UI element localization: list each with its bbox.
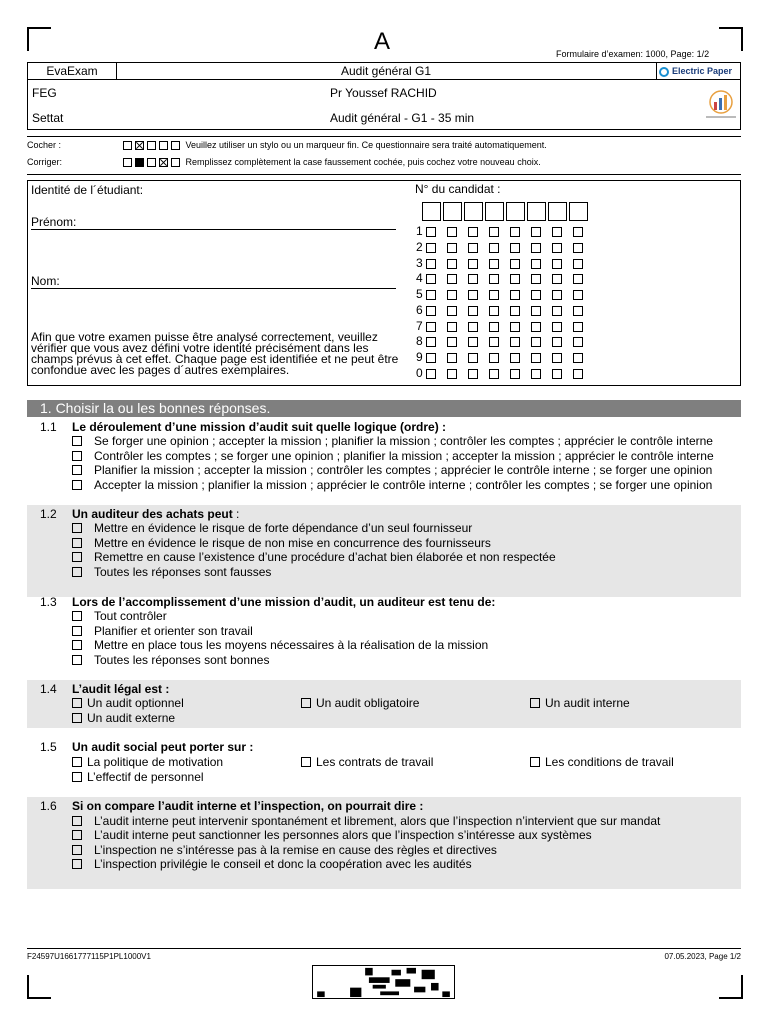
digit-label: 1 — [416, 224, 423, 238]
nom-label: Nom: — [31, 274, 60, 288]
digit-row — [416, 303, 594, 317]
digit-checkbox[interactable] — [426, 369, 436, 379]
answer-checkbox[interactable] — [72, 465, 82, 475]
answer-checkbox[interactable] — [72, 436, 82, 446]
digit-checkbox[interactable] — [510, 369, 520, 379]
answer-option[interactable]: Toutes les réponses sont bonnes — [72, 653, 269, 667]
digit-checkbox[interactable] — [489, 274, 499, 284]
answer-option[interactable]: L’audit interne peut sanctionner les personnes alors que l’inspection s’intéresse aux systèmes — [72, 828, 592, 842]
digit-label: 7 — [416, 319, 423, 333]
university-logo-icon — [700, 86, 742, 122]
exam-title: Audit général G1 — [116, 63, 657, 79]
example-empty-box — [123, 158, 132, 167]
digit-row — [416, 319, 594, 333]
digit-checkbox[interactable] — [510, 322, 520, 332]
answer-option[interactable]: L’effectif de personnel — [72, 770, 204, 784]
answer-option[interactable]: Toutes les réponses sont fausses — [72, 565, 271, 579]
digit-label: 9 — [416, 350, 423, 364]
digit-checkbox[interactable] — [489, 290, 499, 300]
digit-checkbox[interactable] — [552, 306, 562, 316]
candidate-digit-cell[interactable] — [569, 202, 588, 221]
digit-checkbox[interactable] — [573, 322, 583, 332]
digit-checkbox[interactable] — [447, 306, 457, 316]
professor: Pr Youssef RACHID — [330, 86, 437, 100]
question-text: Si on compare l’audit interne et l’inspection, on pourrait dire : — [72, 799, 424, 813]
cocher-text: Veuillez utiliser un stylo ou un marqueur fin. Ce questionnaire sera traité automatiquement. — [185, 140, 547, 150]
digit-checkbox[interactable] — [468, 259, 478, 269]
digit-checkbox[interactable] — [468, 274, 478, 284]
app-name: EvaExam — [28, 63, 117, 79]
digit-checkbox[interactable] — [531, 227, 541, 237]
answer-checkbox[interactable] — [72, 830, 82, 840]
answer-option[interactable]: Contrôler les comptes ; se forger une opinion ; planifier la mission ; accepter la mission ; apprécier le contrôle interne — [72, 449, 714, 463]
digit-checkbox[interactable] — [468, 306, 478, 316]
example-empty-box — [147, 141, 156, 150]
candidate-label: N° du candidat : — [415, 182, 501, 196]
example-crossed-box — [135, 141, 144, 150]
corner-mark-top-right — [719, 27, 743, 51]
answer-option[interactable]: Accepter la mission ; planifier la mission ; apprécier le contrôle interne ; contrôler les comptes ; se forger une opinion — [72, 478, 712, 492]
digit-checkbox[interactable] — [489, 259, 499, 269]
answer-option[interactable]: Tout contrôler — [72, 609, 167, 623]
answer-checkbox[interactable] — [72, 772, 82, 782]
digit-checkbox[interactable] — [510, 259, 520, 269]
answer-option[interactable]: L’audit interne peut intervenir spontanément et librement, alors que l’inspection n’intervient que sur mandat — [72, 814, 660, 828]
identity-box — [27, 180, 741, 386]
answer-option[interactable]: Remettre en cause l’existence d’une procédure d’achat bien élaborée et non respectée — [72, 550, 556, 564]
digit-checkbox[interactable] — [468, 290, 478, 300]
answer-checkbox[interactable] — [72, 523, 82, 533]
digit-checkbox[interactable] — [489, 322, 499, 332]
digit-checkbox[interactable] — [552, 259, 562, 269]
digit-checkbox[interactable] — [510, 290, 520, 300]
digit-label: 5 — [416, 287, 423, 301]
question-number: 1.6 — [40, 799, 57, 813]
electric-paper-logo: Electric Paper — [659, 64, 737, 78]
document-id: F24597U1661777115P1PL1000V1 — [27, 952, 151, 961]
answer-checkbox[interactable] — [72, 859, 82, 869]
answer-option[interactable]: Les contrats de travail — [301, 755, 433, 769]
digit-checkbox[interactable] — [426, 274, 436, 284]
answer-option[interactable]: L’inspection ne s’intéresse pas à la remise en cause des règles et directives — [72, 843, 497, 857]
answer-option[interactable]: Mettre en évidence le risque de non mise en concurrence des fournisseurs — [72, 536, 491, 550]
digit-checkbox[interactable] — [552, 337, 562, 347]
answer-checkbox[interactable] — [72, 611, 82, 621]
answer-checkbox[interactable] — [72, 845, 82, 855]
digit-checkbox[interactable] — [489, 306, 499, 316]
question-1-2 — [27, 505, 741, 597]
example-empty-box — [171, 141, 180, 150]
question-text: Un auditeur des achats peut : — [72, 507, 240, 521]
footer-divider — [27, 948, 741, 949]
digit-checkbox[interactable] — [531, 353, 541, 363]
digit-checkbox[interactable] — [552, 369, 562, 379]
form-number: Formulaire d’examen: 1000, Page: 1/2 — [556, 49, 710, 59]
candidate-digit-cell[interactable] — [443, 202, 462, 221]
digit-checkbox[interactable] — [489, 227, 499, 237]
answer-checkbox[interactable] — [530, 757, 540, 767]
digit-row — [416, 240, 594, 254]
answer-checkbox[interactable] — [72, 655, 82, 665]
candidate-digit-cell[interactable] — [527, 202, 546, 221]
answer-option[interactable]: Mettre en place tous les moyens nécessaires à la réalisation de la mission — [72, 638, 488, 652]
question-number: 1.3 — [40, 595, 57, 609]
digit-checkbox[interactable] — [426, 337, 436, 347]
digit-checkbox[interactable] — [573, 369, 583, 379]
section-title: 1. Choisir la ou les bonnes réponses. — [27, 400, 741, 417]
question-number: 1.1 — [40, 420, 57, 434]
digit-row — [416, 334, 594, 348]
answer-checkbox[interactable] — [301, 698, 311, 708]
digit-checkbox[interactable] — [426, 322, 436, 332]
digit-checkbox[interactable] — [552, 243, 562, 253]
corriger-label: Corriger: — [27, 157, 63, 167]
digit-checkbox[interactable] — [531, 306, 541, 316]
example-empty-box — [123, 141, 132, 150]
header-row — [27, 62, 741, 80]
digit-checkbox[interactable] — [510, 353, 520, 363]
example-empty-box — [147, 158, 156, 167]
digit-checkbox[interactable] — [426, 227, 436, 237]
course-info-box — [27, 80, 741, 130]
answer-option[interactable]: Planifier et orienter son travail — [72, 624, 253, 638]
digit-checkbox[interactable] — [468, 337, 478, 347]
answer-checkbox[interactable] — [72, 538, 82, 548]
digit-checkbox[interactable] — [552, 227, 562, 237]
answer-checkbox[interactable] — [72, 567, 82, 577]
digit-checkbox[interactable] — [510, 306, 520, 316]
answer-checkbox[interactable] — [530, 698, 540, 708]
question-text: Un audit social peut porter sur : — [72, 740, 254, 754]
digit-checkbox[interactable] — [510, 337, 520, 347]
question-text: L’audit légal est : — [72, 682, 170, 696]
prenom-field[interactable] — [31, 229, 396, 230]
question-1-5 — [27, 738, 741, 786]
answer-checkbox[interactable] — [72, 626, 82, 636]
digit-checkbox[interactable] — [573, 353, 583, 363]
digit-checkbox[interactable] — [447, 337, 457, 347]
digit-checkbox[interactable] — [531, 274, 541, 284]
digit-checkbox[interactable] — [531, 369, 541, 379]
digit-checkbox[interactable] — [426, 243, 436, 253]
digit-checkbox[interactable] — [510, 274, 520, 284]
digit-checkbox[interactable] — [426, 306, 436, 316]
corriger-text: Remplissez complètement la case faussement cochée, puis cochez votre nouveau choix. — [185, 157, 541, 167]
answer-checkbox[interactable] — [72, 451, 82, 461]
candidate-digit-cell[interactable] — [422, 202, 441, 221]
digit-row — [416, 287, 594, 301]
cocher-instruction — [27, 140, 741, 154]
digit-checkbox[interactable] — [552, 322, 562, 332]
digit-checkbox[interactable] — [510, 227, 520, 237]
question-1-6 — [27, 797, 741, 889]
digit-checkbox[interactable] — [552, 353, 562, 363]
digit-row — [416, 350, 594, 364]
digit-checkbox[interactable] — [489, 353, 499, 363]
question-1-3 — [27, 593, 741, 673]
digit-row — [416, 271, 594, 285]
cocher-label: Cocher : — [27, 140, 62, 150]
answer-option[interactable]: Mettre en évidence le risque de forte dépendance d’un seul fournisseur — [72, 521, 472, 535]
digit-checkbox[interactable] — [447, 243, 457, 253]
answer-checkbox[interactable] — [72, 480, 82, 490]
digit-row — [416, 366, 594, 380]
institution: FEG — [32, 86, 57, 100]
campus: Settat — [32, 111, 64, 125]
digit-checkbox[interactable] — [447, 227, 457, 237]
digit-checkbox[interactable] — [510, 243, 520, 253]
digit-checkbox[interactable] — [573, 227, 583, 237]
digit-checkbox[interactable] — [531, 259, 541, 269]
digit-checkbox[interactable] — [573, 259, 583, 269]
answer-option[interactable]: Un audit interne — [530, 696, 630, 710]
answer-option[interactable]: Un audit externe — [72, 711, 175, 725]
digit-checkbox[interactable] — [531, 290, 541, 300]
example-filled-box — [135, 158, 144, 167]
identity-title: Identité de l´étudiant: — [31, 183, 144, 197]
digit-checkbox[interactable] — [531, 243, 541, 253]
digit-checkbox[interactable] — [573, 337, 583, 347]
digit-checkbox[interactable] — [531, 322, 541, 332]
digit-row — [416, 256, 594, 270]
identity-notice: Afin que votre examen puisse être analysé correctement, veuillez vérifier que vous avez défini votre identité précisément dans les champs prévus à cet effet. Chaque page est identifiée et ne peut être confondue avec les pages d´autres exemplaires. — [31, 330, 399, 377]
example-crossed-box — [159, 158, 168, 167]
example-empty-box — [159, 141, 168, 150]
digit-checkbox[interactable] — [426, 353, 436, 363]
answer-checkbox[interactable] — [72, 757, 82, 767]
digit-checkbox[interactable] — [447, 274, 457, 284]
exam-subtitle: Audit général - G1 - 35 min — [330, 111, 475, 125]
digit-label: 0 — [416, 366, 423, 380]
question-text: Lors de l’accomplissement d’une mission d’audit, un auditeur est tenu de: — [72, 595, 496, 609]
answer-checkbox[interactable] — [72, 552, 82, 562]
answer-checkbox[interactable] — [72, 640, 82, 650]
digit-label: 3 — [416, 256, 423, 270]
candidate-digit-cell[interactable] — [485, 202, 504, 221]
answer-option[interactable]: Un audit optionnel — [72, 696, 184, 710]
digit-checkbox[interactable] — [447, 369, 457, 379]
digit-label: 8 — [416, 334, 423, 348]
question-1-1 — [27, 418, 741, 494]
answer-option[interactable]: L’inspection privilégie le conseil et donc la coopération avec les audités — [72, 857, 472, 871]
digit-label: 4 — [416, 271, 423, 285]
digit-label: 2 — [416, 240, 423, 254]
digit-checkbox[interactable] — [447, 259, 457, 269]
digit-checkbox[interactable] — [531, 337, 541, 347]
question-number: 1.5 — [40, 740, 57, 754]
example-empty-box — [171, 158, 180, 167]
candidate-digit-cell[interactable] — [548, 202, 567, 221]
answer-option[interactable]: Se forger une opinion ; accepter la mission ; planifier la mission ; contrôler les comptes ; apprécier le contrôle interne — [72, 434, 713, 448]
divider — [27, 174, 741, 175]
answer-option[interactable]: Planifier la mission ; accepter la mission ; contrôler les comptes ; apprécier le contrôle interne ; se forger une opinion — [72, 463, 712, 477]
answer-option[interactable]: La politique de motivation — [72, 755, 223, 769]
question-number: 1.4 — [40, 682, 57, 696]
digit-checkbox[interactable] — [447, 290, 457, 300]
digit-checkbox[interactable] — [573, 290, 583, 300]
question-text: Le déroulement d’une mission d’audit suit quelle logique (ordre) : — [72, 420, 447, 434]
date-page: 07.05.2023, Page 1/2 — [664, 952, 741, 961]
digit-checkbox[interactable] — [489, 243, 499, 253]
digit-label: 6 — [416, 303, 423, 317]
question-1-4 — [27, 680, 741, 728]
digit-checkbox[interactable] — [426, 259, 436, 269]
answer-option[interactable]: Les conditions de travail — [530, 755, 674, 769]
sheet-letter: A — [374, 28, 391, 55]
answer-option[interactable]: Un audit obligatoire — [301, 696, 419, 710]
divider — [27, 136, 741, 137]
digit-checkbox[interactable] — [468, 227, 478, 237]
digit-checkbox[interactable] — [573, 306, 583, 316]
answer-checkbox[interactable] — [72, 816, 82, 826]
corner-mark-top-left — [27, 27, 51, 51]
digit-checkbox[interactable] — [468, 322, 478, 332]
digit-checkbox[interactable] — [468, 243, 478, 253]
digit-checkbox[interactable] — [468, 353, 478, 363]
digit-checkbox[interactable] — [552, 274, 562, 284]
digit-checkbox[interactable] — [573, 243, 583, 253]
answer-checkbox[interactable] — [72, 698, 82, 708]
digit-checkbox[interactable] — [573, 274, 583, 284]
logo-icon — [659, 67, 669, 77]
digit-checkbox[interactable] — [447, 322, 457, 332]
digit-checkbox[interactable] — [447, 353, 457, 363]
question-number: 1.2 — [40, 507, 57, 521]
digit-row — [416, 224, 594, 238]
digit-checkbox[interactable] — [426, 290, 436, 300]
nom-field[interactable] — [31, 288, 396, 289]
answer-checkbox[interactable] — [72, 713, 82, 723]
digit-checkbox[interactable] — [552, 290, 562, 300]
corner-mark-bottom-right — [719, 975, 743, 999]
candidate-digit-cell[interactable] — [506, 202, 525, 221]
candidate-digit-cell[interactable] — [464, 202, 483, 221]
digit-checkbox[interactable] — [468, 369, 478, 379]
corriger-instruction — [27, 157, 741, 171]
digit-checkbox[interactable] — [489, 337, 499, 347]
answer-checkbox[interactable] — [301, 757, 311, 767]
corner-mark-bottom-left — [27, 975, 51, 999]
prenom-label: Prénom: — [31, 215, 77, 229]
digit-checkbox[interactable] — [489, 369, 499, 379]
barcode-icon — [312, 965, 455, 999]
